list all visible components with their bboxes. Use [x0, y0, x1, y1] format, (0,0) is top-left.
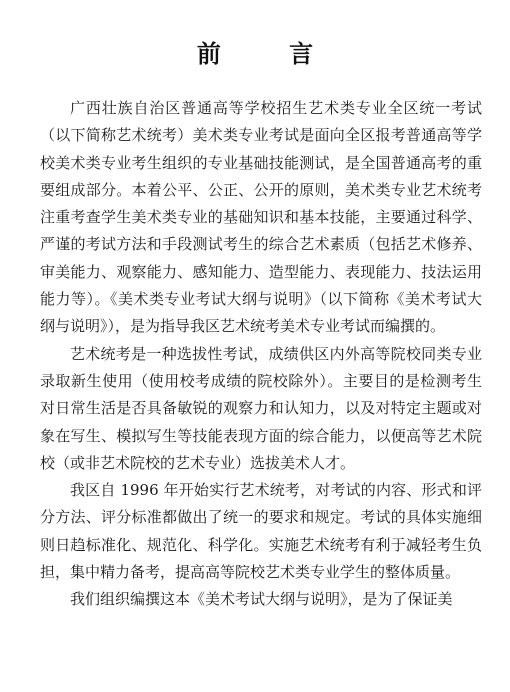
body-text [40, 95, 482, 614]
paragraph: 我区自 1996 年开始实行艺术统考，对考试的内容、形式和评分方法、评分标准都做出了统一的要求和规定。考试的具体实施细则日趋标准化、规范化、科学化。实施艺术统考有利于减轻考生负担，集中精力备考，提高高等院校艺术类专业学生的整体质量。 [40, 481, 482, 582]
paragraph: 我们组织编撰这本《美术考试大纲与说明》，是为了保证美 [70, 590, 453, 609]
page-title: 前 言 [196, 39, 344, 68]
paragraph: 艺术统考是一种选拔性考试，成绩供区内外高等院校同类专业录取新生使用（使用校考成绩的院校除外）。主要目的是检测考生对日常生活是否具备敏锐的观察力和认知力，以及对特定主题或对象在写生、模拟写生等技能表现方面的综合能力，以便高等艺术院校（或非艺术院校的艺术专业）选拔美术人才。 [40, 344, 482, 472]
paragraph: 广西壮族自治区普通高等学校招生艺术类专业全区统一考试（以下简称艺术统考）美术类专业考试是面向全区报考普通高等学校美术类专业考生组织的专业基础技能测试，是全国普通高考的重要组成部分。本着公平、公正、公开的原则，美术类专业艺术统考注重考查学生美术类专业的基础知识和基本技能，主要通过科学、严谨的考试方法和手段测试考生的综合艺术素质（包括艺术修养、审美能力、观察能力、感知能力、造型能力、表现能力、技法运用能力等）。《美术类专业考试大纲与说明》（以下简称《美术考试大纲与说明》），是为指导我区艺术统考美术专业考试而编撰的。 [40, 99, 482, 336]
